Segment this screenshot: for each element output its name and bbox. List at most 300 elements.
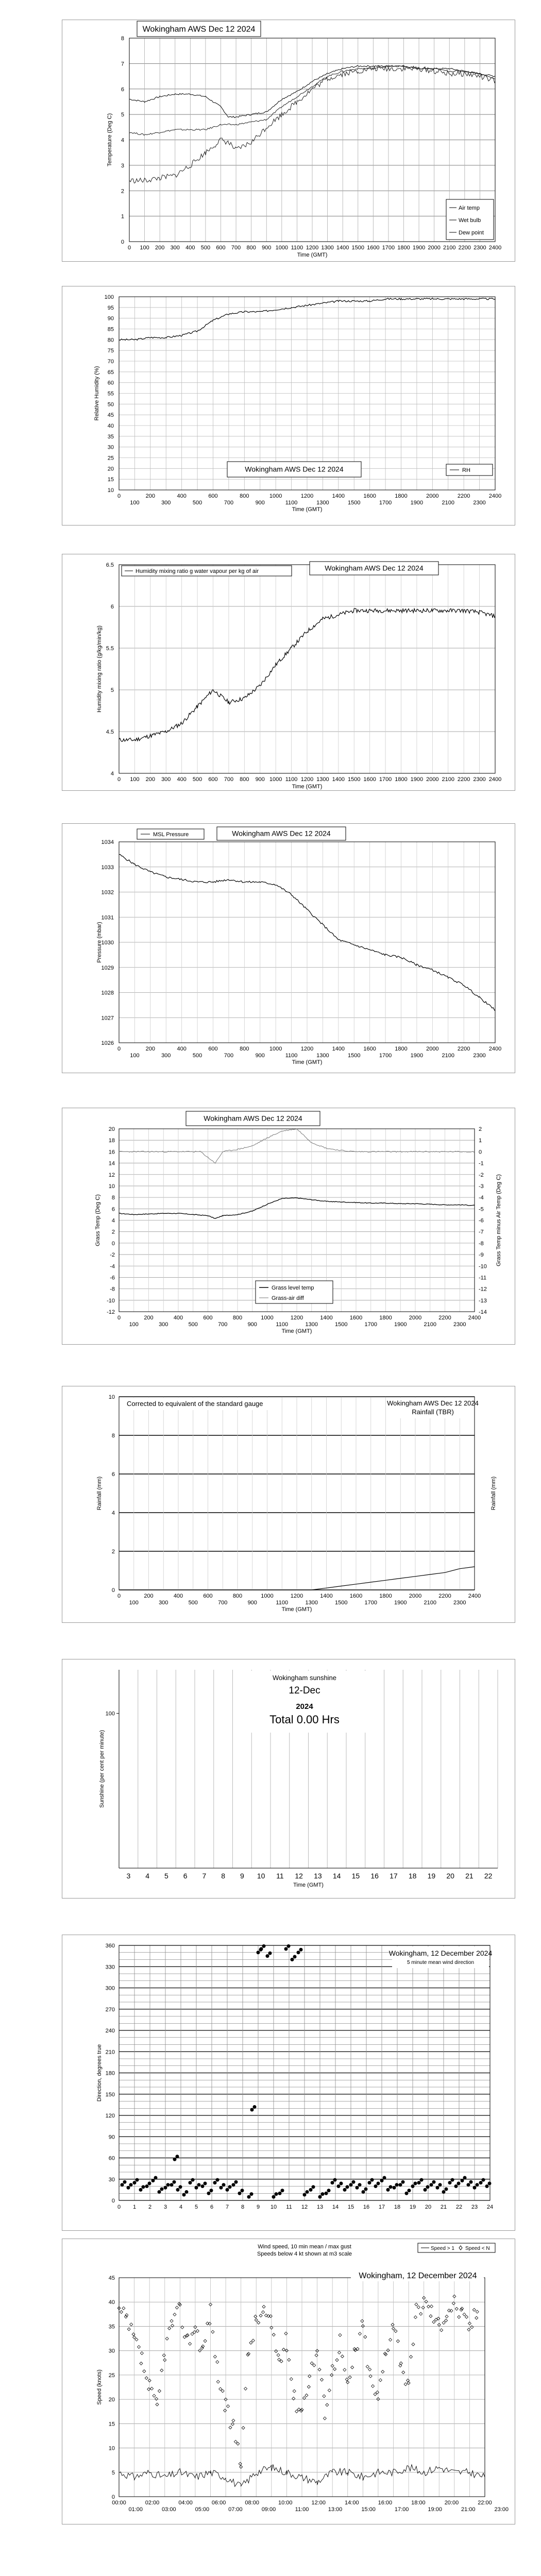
gust-point: [374, 2393, 377, 2396]
x-tick-label: 1000: [269, 776, 282, 783]
y-tick-label: 6: [110, 604, 114, 610]
direction-point: [272, 2195, 276, 2199]
y-tick-label: 5: [110, 687, 114, 693]
chart-title: Wokingham AWS Dec 12 2024: [325, 564, 424, 572]
y-tick-label: 10: [108, 2445, 115, 2452]
x-tick-label: 8: [221, 1872, 226, 1880]
x-tick-label: 1200: [300, 1046, 314, 1052]
legend-label: RH: [462, 467, 470, 473]
temperature-chart: [62, 20, 516, 262]
x-tick-label: 1600: [363, 1046, 376, 1052]
direction-point: [482, 2178, 485, 2182]
x-tick-label: 200: [145, 776, 156, 783]
direction-point: [173, 2158, 177, 2161]
y-tick-label: 10: [108, 1183, 115, 1190]
x-tick-label: 13:00: [328, 2506, 343, 2513]
direction-point: [318, 2195, 322, 2199]
direction-point: [386, 2188, 390, 2192]
x-tick-label: 01:00: [128, 2506, 143, 2513]
x-tick-label: 2100: [442, 1053, 454, 1059]
direction-point: [179, 2185, 182, 2189]
gust-point: [419, 2312, 422, 2315]
x-tick-label: 1600: [367, 245, 380, 251]
gust-point: [402, 2371, 405, 2374]
gust-point: [389, 2338, 392, 2341]
x-tick-label: 1400: [320, 1315, 333, 1321]
legend-label: Dew point: [459, 230, 484, 236]
x-tick-label: 2100: [442, 776, 454, 783]
direction-point: [207, 2192, 211, 2195]
x-tick-label: 1800: [395, 1046, 408, 1052]
direction-point: [262, 1944, 266, 1948]
y-tick-label: 1028: [101, 990, 114, 996]
x-tick-label: 2300: [474, 245, 486, 251]
y2-tick-label: -12: [479, 1286, 487, 1293]
x-tick-label: 2100: [443, 245, 456, 251]
gust-point: [160, 2369, 163, 2372]
y-tick-label: -10: [107, 1297, 115, 1304]
x-tick-label: 23:00: [494, 2506, 509, 2513]
x-tick-label: 1100: [276, 1600, 289, 1606]
y-tick-label: 7: [121, 61, 124, 67]
y-tick-label: 1026: [101, 1040, 114, 1046]
x-tick-label: 1800: [379, 1593, 392, 1599]
y-tick-label: 5.5: [106, 646, 114, 652]
gust-point: [156, 2403, 159, 2406]
gust-point: [262, 2311, 265, 2314]
gust-point: [345, 2378, 348, 2381]
y-tick-label: 90: [107, 315, 114, 322]
y-tick-label: 6: [111, 1206, 115, 1213]
wind-direction-chart-panel: [62, 1935, 515, 2231]
gust-point: [455, 2307, 458, 2310]
x-tick-label: 1600: [363, 493, 376, 499]
chart-subtitle: Wind speed, 10 min mean / max gust: [258, 2244, 351, 2250]
y2-tick-label: 1: [479, 1138, 482, 1144]
x-tick-label: 300: [161, 1053, 171, 1059]
chart-title: Wokingham AWS Dec 12 2024: [232, 829, 331, 838]
gust-point: [463, 2313, 466, 2316]
y-tick-label: 0: [111, 1587, 115, 1594]
chart-annotation: Corrected to equivalent of the standard gauge: [127, 1400, 263, 1408]
x-tick-label: 20:00: [444, 2500, 459, 2506]
x-tick-label: 11: [276, 1872, 284, 1880]
y-tick-label: -12: [107, 1309, 115, 1315]
x-tick-label: 1300: [316, 776, 329, 783]
gust-point: [272, 2333, 275, 2336]
chart-subtitle: Rainfall (TBR): [412, 1408, 454, 1416]
x-tick-label: 1600: [349, 1315, 363, 1321]
direction-point: [352, 2180, 356, 2184]
legend-label: Grass-air diff: [272, 1295, 304, 1301]
x-tick-label: 500: [192, 1053, 202, 1059]
direction-point: [287, 1944, 291, 1948]
direction-point: [445, 2188, 448, 2191]
gust-point: [458, 2315, 461, 2318]
gust-point: [421, 2306, 425, 2309]
gust-point: [211, 2330, 214, 2333]
gust-point: [257, 2321, 260, 2324]
x-tick-label: 300: [159, 1600, 168, 1606]
direction-point: [121, 2183, 124, 2187]
x-tick-label: 7: [225, 2204, 229, 2210]
x-tick-label: 2300: [473, 776, 486, 783]
x-tick-label: 2300: [473, 1053, 486, 1059]
x-tick-label: 600: [216, 245, 226, 251]
y-axis-label: Pressure (mbar): [96, 922, 103, 963]
x-tick-label: 22: [484, 1872, 493, 1880]
y-tick-label: 240: [105, 2028, 115, 2034]
gust-point: [242, 2426, 245, 2429]
gust-point: [348, 2376, 351, 2379]
y-tick-label: 15: [107, 477, 114, 483]
gust-point: [339, 2333, 342, 2336]
direction-point: [158, 2190, 161, 2194]
direction-point: [451, 2178, 454, 2182]
direction-point: [374, 2184, 378, 2188]
y-tick-label: 65: [107, 369, 114, 376]
direction-point: [414, 2182, 417, 2185]
x-tick-label: 2100: [424, 1600, 436, 1606]
y-tick-label: 4: [121, 137, 124, 144]
x-tick-label: 1800: [397, 245, 410, 251]
x-tick-label: 500: [188, 1321, 198, 1328]
y-tick-label: 5: [111, 2469, 115, 2476]
gust-point: [410, 2355, 413, 2359]
x-tick-label: 5: [194, 2204, 198, 2210]
y-tick-label: 40: [107, 423, 114, 429]
x-tick-label: 3: [163, 2204, 167, 2210]
direction-point: [448, 2181, 452, 2184]
x-tick-label: 19:00: [428, 2506, 442, 2513]
direction-point: [266, 1954, 269, 1958]
y-tick-label: 1: [121, 213, 124, 220]
y-tick-label: 45: [107, 412, 114, 419]
y-tick-label: 20: [108, 1126, 115, 1132]
y2-tick-label: -8: [479, 1240, 484, 1247]
y2-tick-label: -2: [479, 1172, 484, 1178]
x-tick-label: 18: [408, 1872, 417, 1880]
x-tick-label: 1500: [348, 500, 361, 506]
direction-point: [463, 2176, 467, 2180]
x-tick-label: 300: [161, 500, 171, 506]
direction-point: [309, 2188, 313, 2192]
x-tick-label: 1200: [300, 776, 314, 783]
direction-point: [219, 2186, 223, 2190]
gust-point: [307, 2385, 310, 2388]
gust-point: [323, 2395, 326, 2398]
direction-point: [226, 2188, 229, 2192]
gust-point: [234, 2440, 237, 2443]
direction-point: [454, 2184, 458, 2188]
y-tick-label: 4: [110, 771, 114, 777]
x-axis-label: Time (GMT): [292, 1059, 323, 1065]
wind-speed-chart-panel: [62, 2239, 515, 2524]
y-tick-label: 1029: [101, 964, 114, 971]
gust-point: [432, 2320, 435, 2324]
y-tick-label: 30: [107, 444, 114, 451]
gust-point: [219, 2387, 222, 2391]
mixing-ratio-chart-panel: [62, 554, 515, 791]
x-tick-label: 04:00: [178, 2500, 193, 2506]
y-tick-label: 25: [108, 2372, 115, 2379]
x-tick-label: 21: [440, 2204, 447, 2210]
direction-point: [275, 2192, 278, 2196]
x-tick-label: 0: [117, 1315, 121, 1321]
x-tick-label: 600: [208, 493, 218, 499]
x-tick-label: 100: [130, 500, 140, 506]
direction-point: [333, 2178, 337, 2182]
gust-point: [127, 2328, 130, 2331]
y-tick-label: 2: [111, 1229, 115, 1235]
x-tick-label: 800: [246, 245, 256, 251]
gust-point: [290, 2378, 293, 2381]
direction-point: [436, 2186, 439, 2190]
x-tick-label: 400: [173, 1315, 183, 1321]
x-tick-label: 800: [240, 1046, 249, 1052]
direction-point: [457, 2182, 461, 2185]
direction-point: [364, 2188, 368, 2191]
gust-point: [302, 2397, 306, 2400]
y-tick-label: -4: [110, 1263, 115, 1270]
gust-point: [193, 2331, 196, 2334]
gust-point: [476, 2310, 479, 2313]
x-tick-label: 10:00: [278, 2500, 293, 2506]
gust-point: [249, 2341, 252, 2344]
gust-point: [475, 2316, 478, 2319]
y2-tick-label: 2: [479, 1126, 482, 1132]
x-tick-label: 18:00: [411, 2500, 426, 2506]
legend-label: Air temp: [459, 205, 480, 211]
x-tick-label: 16: [370, 1872, 379, 1880]
x-tick-label: 1700: [379, 500, 392, 506]
y-axis-label: Grass Temp (Deg C): [95, 1194, 101, 1246]
gust-point: [147, 2387, 150, 2391]
y-tick-label: 1030: [101, 940, 114, 946]
direction-point: [189, 2181, 192, 2184]
gust-point: [412, 2343, 415, 2346]
x-tick-label: 400: [177, 776, 187, 783]
direction-point: [253, 2105, 257, 2109]
x-tick-label: 09:00: [261, 2506, 276, 2513]
y-tick-label: 1032: [101, 889, 114, 896]
humidity-chart-panel: [62, 286, 515, 526]
y2-tick-label: -6: [479, 1217, 484, 1224]
x-tick-label: 0: [127, 245, 131, 251]
chart-note: Speeds below 4 kt shown at m3 scale: [257, 2251, 352, 2257]
gust-point: [337, 2351, 341, 2354]
x-tick-label: 1100: [276, 1321, 289, 1328]
x-tick-label: 1700: [379, 1053, 392, 1059]
gust-point: [472, 2308, 476, 2311]
gust-point: [137, 2345, 140, 2348]
gust-point: [140, 2351, 143, 2354]
x-axis-label: Time (GMT): [292, 784, 323, 790]
x-tick-label: 2200: [457, 776, 470, 783]
direction-point: [238, 2192, 242, 2195]
y-tick-label: 2: [111, 1549, 115, 1555]
y-tick-label: 14: [108, 1160, 115, 1167]
x-tick-label: 100: [129, 1600, 139, 1606]
y-tick-label: 45: [108, 2275, 115, 2281]
direction-point: [139, 2188, 143, 2192]
chart-title: Wokingham AWS Dec 12 2024: [245, 465, 344, 473]
direction-point: [408, 2189, 411, 2192]
pressure-chart-panel: [62, 823, 515, 1073]
y-tick-label: 5: [121, 112, 124, 118]
gust-point: [259, 2314, 262, 2317]
y-tick-label: 30: [108, 2348, 115, 2354]
x-tick-label: 03:00: [162, 2506, 176, 2513]
y-tick-label: 16: [108, 1149, 115, 1156]
y-tick-label: 35: [108, 2324, 115, 2330]
gust-point: [391, 2323, 394, 2326]
x-tick-label: 1500: [351, 245, 364, 251]
x-tick-label: 200: [144, 1593, 154, 1599]
direction-point: [417, 2181, 421, 2184]
pressure-chart: [62, 824, 516, 1074]
direction-point: [176, 2155, 179, 2158]
y2-tick-label: -1: [479, 1160, 484, 1167]
y-tick-label: 1034: [101, 839, 114, 845]
gust-point: [368, 2368, 371, 2371]
gust-point: [236, 2442, 240, 2445]
direction-point: [343, 2188, 347, 2192]
direction-point: [399, 2183, 402, 2187]
direction-point: [136, 2178, 139, 2182]
chart-subtitle: 12-Dec: [289, 1685, 320, 1696]
direction-point: [393, 2186, 396, 2190]
x-tick-label: 2000: [409, 1315, 422, 1321]
direction-point: [312, 2185, 315, 2189]
chart-title: Wokingham sunshine: [272, 1674, 337, 1682]
y-tick-label: 100: [105, 1710, 115, 1717]
direction-point: [340, 2182, 343, 2185]
direction-point: [473, 2186, 477, 2190]
gust-point: [396, 2340, 399, 2343]
y-tick-label: 300: [105, 1985, 115, 1992]
y-tick-label: 1027: [101, 1015, 114, 1022]
x-tick-label: 100: [130, 776, 140, 783]
y2-tick-label: -4: [479, 1195, 484, 1201]
direction-point: [349, 2183, 353, 2187]
x-tick-label: 6: [183, 1872, 188, 1880]
x-tick-label: 08:00: [245, 2500, 259, 2506]
y-tick-label: 90: [108, 2134, 115, 2141]
x-tick-label: 2400: [468, 1315, 481, 1321]
y-axis-label: Rainfall (mm): [491, 1476, 497, 1511]
x-tick-label: 500: [192, 776, 202, 783]
sunshine-chart: [62, 1659, 516, 1899]
gust-point: [361, 2319, 364, 2323]
x-tick-label: 13: [314, 1872, 322, 1880]
gust-point: [153, 2394, 156, 2397]
gust-point: [227, 2404, 230, 2408]
y-tick-label: 4: [111, 1510, 115, 1516]
gust-point: [417, 2306, 420, 2309]
x-tick-label: 0: [117, 2204, 121, 2210]
gust-point: [414, 2316, 417, 2319]
x-tick-label: 1500: [348, 776, 361, 783]
x-tick-label: 13: [316, 2204, 324, 2210]
y-tick-label: 18: [108, 1138, 115, 1144]
y-tick-label: 4: [111, 1217, 115, 1224]
gust-point: [239, 2462, 242, 2465]
gust-point: [394, 2330, 397, 2333]
direction-point: [228, 2185, 232, 2189]
gust-point: [175, 2306, 178, 2309]
x-tick-label: 800: [232, 1315, 243, 1321]
y-tick-label: -8: [110, 1286, 115, 1293]
x-tick-label: 1900: [394, 1600, 407, 1606]
gust-point: [130, 2323, 133, 2326]
x-tick-label: 2: [148, 2204, 152, 2210]
x-tick-label: 05:00: [195, 2506, 210, 2513]
gust-point: [277, 2353, 280, 2357]
y-tick-label: 0: [111, 2494, 115, 2500]
x-tick-label: 900: [247, 1600, 257, 1606]
direction-point: [442, 2190, 446, 2194]
x-tick-label: 2200: [438, 1315, 451, 1321]
x-tick-label: 10: [270, 2204, 277, 2210]
gust-point: [310, 2362, 313, 2365]
chart-title: Wokingham AWS Dec 12 2024: [387, 1399, 479, 1407]
gust-point: [318, 2368, 321, 2371]
direction-point: [438, 2183, 442, 2187]
gust-point: [371, 2384, 375, 2387]
gust-point: [165, 2337, 168, 2340]
y2-tick-label: -9: [479, 1252, 484, 1259]
x-tick-label: 1200: [300, 493, 314, 499]
direction-point: [291, 1958, 294, 1961]
x-tick-label: 700: [224, 500, 234, 506]
gust-point: [143, 2370, 146, 2373]
x-tick-label: 200: [144, 1315, 154, 1321]
direction-point: [337, 2184, 341, 2188]
gust-point: [465, 2315, 468, 2318]
x-tick-label: 8: [241, 2204, 245, 2210]
direction-point: [213, 2181, 217, 2184]
x-tick-label: 100: [130, 1053, 140, 1059]
x-tick-label: 600: [203, 1593, 213, 1599]
direction-point: [362, 2190, 365, 2194]
x-tick-label: 1800: [395, 776, 408, 783]
direction-point: [430, 2183, 433, 2187]
gust-point: [434, 2318, 437, 2321]
direction-point: [142, 2185, 145, 2189]
y-tick-label: 20: [107, 466, 114, 472]
direction-point: [327, 2189, 331, 2192]
x-tick-label: 2300: [453, 1321, 466, 1328]
gust-point: [216, 2361, 219, 2364]
gust-point: [295, 2410, 298, 2413]
legend-label: Wet bulb: [459, 217, 481, 224]
x-tick-label: 1400: [332, 1046, 345, 1052]
x-tick-label: 2000: [426, 493, 439, 499]
x-tick-label: 12: [295, 1872, 303, 1880]
y-tick-label: 180: [105, 2070, 115, 2077]
x-tick-label: 1400: [336, 245, 349, 251]
gust-point: [162, 2354, 165, 2357]
y-tick-label: 8: [121, 36, 124, 42]
x-tick-label: 22: [455, 2204, 463, 2210]
gust-point: [170, 2319, 173, 2323]
gust-point: [333, 2367, 336, 2370]
y-tick-label: 0: [111, 1240, 115, 1247]
x-tick-label: 1600: [363, 776, 376, 783]
gust-point: [323, 2417, 326, 2420]
x-tick-label: 16: [363, 2204, 370, 2210]
